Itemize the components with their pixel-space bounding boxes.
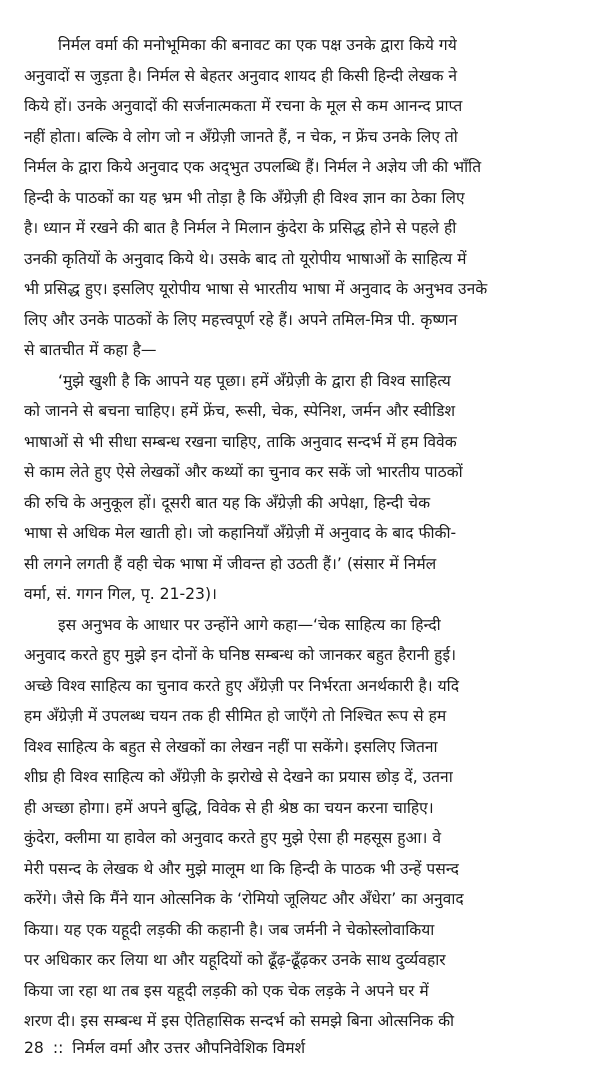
- quote-line: की रुचि के अनुकूल हों। दूसरी बात यह कि अँग्रेज़ी की अपेक्षा, हिन्दी चेक: [24, 493, 431, 512]
- quote-line: ‘मुझे खुशी है कि आपने यह पूछा। हमें अँग्रेज़ी के द्वारा ही विश्व साहित्य: [58, 371, 451, 390]
- page-number: 28: [24, 1039, 44, 1057]
- quote-line: को जानने से बचना चाहिए। हमें फ्रेंच, रूसी, चेक, स्पेनिश, जर्मन और स्वीडिश: [24, 402, 456, 420]
- text-line: अच्छे विश्व साहित्य का चुनाव करते हुए अँग्रेज़ी पर निर्भरता अनर्थकारी है। यदि: [24, 676, 459, 695]
- quote-line: भाषा से अधिक मेल खाती हो। जो कहानियाँ अँग्रेज़ी में अनुवाद के बाद फीकी-: [24, 524, 457, 542]
- text-line: किया जा रहा था तब इस यहूदी लड़की को एक चेक लड़के ने अपने घर में: [24, 981, 429, 1000]
- text-line: शीघ्र ही विश्व साहित्य को अँग्रेज़ी के झरोखे से देखने का प्रयास छोड़ दें, उतना: [24, 768, 453, 786]
- text-line: लिए और उनके पाठकों के लिए महत्त्वपूर्ण रहे हैं। अपने तमिल-मित्र पी. कृष्णन: [24, 310, 458, 329]
- quote-line: वर्मा, सं. गगन गिल, पृ. 21-23)।: [24, 585, 217, 603]
- page-footer: [24, 1036, 580, 1060]
- quote-line: सी लगने लगती हैं वही चेक भाषा में जीवन्त हो उठती हैं।’ (संसार में निर्मल: [24, 554, 437, 573]
- text-line: इस अनुभव के आधार पर उन्होंने आगे कहा—‘चेक साहित्य का हिन्दी: [58, 615, 441, 634]
- text-line: अनुवाद करते हुए मुझे इन दोनों के घनिष्ठ सम्बन्ध को जानकर बहुत हैरानी हुई।: [24, 646, 457, 664]
- text-line: से बातचीत में कहा है—: [24, 341, 157, 359]
- text-line: किया। यह एक यहूदी लड़की की कहानी है। जब जर्मनी ने चेकोस्लोवाकिया: [24, 920, 435, 939]
- text-line: है। ध्यान में रखने की बात है निर्मल ने मिलान कुंदेरा के प्रसिद्ध होने से पहले ही: [24, 219, 457, 237]
- text-line: निर्मल के द्वारा किये अनुवाद एक अद्‌भुत उपलब्धि हैं। निर्मल ने अज्ञेय जी की भाँति: [24, 158, 482, 176]
- footer-separator: ::: [52, 1039, 64, 1057]
- text-line: किये हों। उनके अनुवादों की सर्जनात्मकता में रचना के मूल से कम आनन्द प्राप्त: [24, 97, 463, 115]
- text-line: नहीं होता। बल्कि वे लोग जो न अँग्रेज़ी जानते हैं, न चेक, न फ्रेंच उनके लिए तो: [24, 127, 458, 146]
- running-title: निर्मल वर्मा और उत्तर औपनिवेशिक विमर्श: [72, 1039, 306, 1057]
- text-line: उनकी कृतियों के अनुवाद किये थे। उसके बाद तो यूरोपीय भाषाओं के साहित्य में: [24, 249, 467, 268]
- text-line: भी प्रसिद्ध हुए। इसलिए यूरोपीय भाषा से भारतीय भाषा में अनुवाद के अनुभव उनके: [24, 280, 488, 298]
- text-line: ही अच्छा होगा। हमें अपने बुद्धि, विवेक से ही श्रेष्ठ का चयन करना चाहिए।: [24, 798, 434, 817]
- text-line: शरण दी। इस सम्बन्ध में इस ऐतिहासिक सन्दर्भ को समझे बिना ओत्सनिक की: [24, 1012, 455, 1030]
- quote-line: भाषाओं से भी सीधा सम्बन्ध रखना चाहिए, ताकि अनुवाद सन्दर्भ में हम विवेक: [24, 432, 457, 451]
- text-line: अनुवादों स जुड़ता है। निर्मल से बेहतर अनुवाद शायद ही किसी हिन्दी लेखक ने: [24, 66, 458, 85]
- text-line: हम अँग्रेज़ी में उपलब्ध चयन तक ही सीमित हो जाएँगे तो निश्चित रूप से हम: [24, 707, 447, 725]
- text-line: निर्मल वर्मा की मनोभूमिका की बनावट का एक पक्ष उनके द्वारा किये गये: [58, 36, 457, 54]
- text-line: कुंदेरा, क्लीमा या हावेल को अनुवाद करते हुए मुझे ऐसा ही महसूस हुआ। वे: [24, 829, 442, 847]
- body-text: [24, 30, 580, 1037]
- text-line: हिन्दी के पाठकों का यह भ्रम भी तोड़ा है कि अँग्रेज़ी ही विश्व ज्ञान का ठेका लिए: [24, 188, 465, 207]
- text-line: मेरी पसन्द के लेखक थे और मुझे मालूम था कि हिन्दी के पाठक भी उन्हें पसन्द: [24, 859, 459, 878]
- text-line: करेंगे। जैसे कि मैंने यान ओत्सनिक के ‘रोमियो जूलियट और अँधेरा’ का अनुवाद: [24, 890, 464, 908]
- text-line: पर अधिकार कर लिया था और यहूदियों को ढूँढ़-ढूँढ़कर उनके साथ दुर्व्यवहार: [24, 951, 446, 969]
- text-line: विश्व साहित्य के बहुत से लेखकों का लेखन नहीं पा सकेंगे। इसलिए जितना: [24, 737, 438, 756]
- quote-line: से काम लेते हुए ऐसे लेखकों और कथ्यों का चुनाव कर सकें जो भारतीय पाठकों: [24, 463, 463, 481]
